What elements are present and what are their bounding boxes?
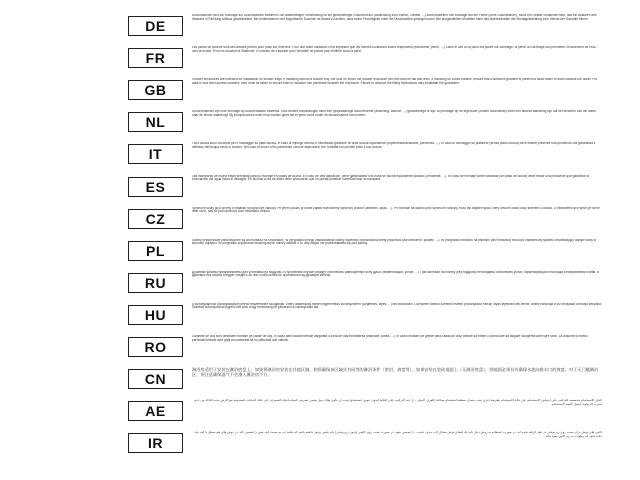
instruction-text: كبائن الاستحمام مخصصة للتركيب على أحواض الاستحمام. في حالة الاستخدام بطريقة أخرى يجب ضمان منطقة استحمام مماثلة (العزل، الميل، ...). عند التركيب على البلاط (بدون حوض استحمام) يجب أن يكون هناك ميل يضمن تصريف المياه باتجاه المصرف. في حالة الدشات المستوية مع الأرض يجب التأكد من عدم تسرب الرطوبة أسفل كابينة الاستحمام. [194, 399, 602, 406]
language-code-badge: IR [128, 433, 183, 453]
instruction-text: کابین های دوش برای نصب روی زیردوشی در نظر گرفته شده اند. در صورت استفاده به روش دیگر باید یک فضای دوش معادل (آب بندی، شیب، ...) تضمین شود. در صورت نصب روی کاشی (بدون زیردوشی) باید شیبی وجود داشته باشد که تخلیه آب به سمت کف شور را تضمین کند. در دوش های هم سطح با کف باید دقت شود که رطوبت به زیر کابین نفوذ نکند. [194, 431, 602, 438]
language-code-badge: HU [128, 305, 183, 325]
language-code-badge: GB [128, 80, 183, 100]
language-row-ae [130, 399, 602, 426]
language-row-pl [130, 239, 602, 266]
instruction-text: Duschkabinen sind zur Montage auf Duschwannen bestimmt. Bei anderweitiger Verwendung ist ein gleichwertiger Duschbereich (Abdichtung zum Estrich, Gefälle, ...) sicherzustellen. Bei Montage auf der Fliese (ohne Duschwanne), muss ein Gefälle vorhanden sein, das ein Ablaufen des Wassers in Richtung Abfluss gewährleistet. Bei bodenebenen und begehbaren Duschen ist darauf zu achten, dass keine Feuchtigkeit unter die Duschkabine gelangen kann. Bei ausgewählten Modellen kann das Nichteinhalten der Montageanleitung zum Verlust der Garantie führen. [192, 14, 597, 21]
language-code-badge: NL [128, 112, 183, 132]
instruction-text: Cabinele de duș sunt destinate montării pe cădițe de duș. În cazul altei utilizări trebuie asigurată o zonă de duș echivalentă (etanșare, pantă, ...). În cazul montării pe gresie (fără cădiță de duș) trebuie să existe o pantă care să asigure scurgerea apei spre sifon. La dușurile la nivelul pardoselii trebuie avut grijă ca umezeala să nu pătrundă sub cabină. [192, 335, 588, 342]
language-row-ru [130, 271, 602, 298]
language-row-fr [130, 46, 602, 73]
language-code-badge: AE [128, 401, 183, 421]
language-code-badge: RO [128, 337, 183, 357]
language-code-badge: RU [128, 273, 183, 293]
language-code-badge: CZ [128, 209, 183, 229]
language-row-nl [130, 110, 602, 137]
instruction-text: Shower enclosures are intended for installation on shower trays. If installing without a shower tray, the floor on which the shower enclosure will rest must be flat and level. If installing on a tiled surface, ensure that a sufficient gradient is present to allow water to drain towards the outlet. For walk-in and level-access showers, care must be taken to ensure that no moisture can penetrate beneath the enclosure. Failure to observe the fitting instructions may invalidate the guarantee. [192, 78, 598, 85]
instruction-text: Les parois de douche sont des articles prévus pour pose sur receveur. Pour une autre utilisation il est important que les mêmes conditions soient respectées (étanchéité, pente, ...). Dans le cas où la paroi est posée sur carrelage, la pente du carrelage doit permettre l'écoulement de l'eau vers la bonde. Pour les douches à l'italienne, il convient de s'assurer que l'humidité ne puisse pas s'infiltrer sous la paroi. [192, 46, 596, 53]
instruction-text: I box doccia sono concepiti per il montaggio su piatti doccia. In caso di impiego diverso è necessario garantire un'area doccia equivalente (impermeabilizzazione, pendenza, ...). In caso di montaggio su piastrelle (senza piatto doccia) deve essere presente una pendenza che garantisca il deflusso dell'acqua verso lo scarico. Nel caso di docce a filo pavimento occorre assicurarsi che l'umidità non penetri sotto il box doccia. [192, 142, 596, 149]
language-row-cn [130, 367, 602, 394]
language-code-badge: FR [128, 48, 183, 68]
language-code-badge: IT [128, 144, 183, 164]
language-row-it [130, 142, 602, 169]
instruction-text: Sprchové kouty jsou určeny k instalaci na sprchové vaničky. Při jiném použití je nutné zajistit rovnocenný sprchový prostor (utěsnění, spád, ...). Při montáži na dlažbu (bez sprchové vaničky) musí být zajištěn spád, který umožní odtok vody směrem k odtoku. U bezbariérových sprch je nutné dbát na to, aby se pod sprchový kout nedostala vlhkost. [192, 206, 600, 214]
language-row-ir [130, 431, 602, 458]
language-code-badge: CN [128, 369, 183, 389]
language-row-ro [130, 335, 602, 362]
instruction-text: Душевые кабины предназначены для установки на поддоны. В противном случае следует обеспечить равноценную зону душа (герметизация, уклон, ...). При монтаже на плитку (без поддона) необходимо обеспечить уклон, гарантирующий сток воды в направлении слива. В душевых без порога следует следить за тем, чтобы влага не проникала под душевую кабину. [192, 270, 600, 278]
language-code-badge: PL [128, 241, 183, 261]
language-row-de [130, 14, 602, 41]
language-row-es [130, 175, 602, 202]
language-code-badge: ES [128, 177, 183, 197]
instruction-text: A zuhanykabinok zuhanytálcákra történő felszerelésre szolgálnak. Eltérő alkalmazás esetén egyenértékű zuhanyzóteret (szigetelés, lejtés, ...) kell biztosítani. Csempére történő szerelés esetén (zuhanytálca nélkül) olyan lejtésnek kell lennie, amely biztosítja a víz lefolyását a lefolyó irányába. Szintbeli zuhanyzóknál ügyelni kell arra, hogy nedvesség ne juthasson a zuhanykabin alá. [192, 302, 602, 310]
language-row-hu [130, 303, 602, 330]
instruction-text: 淋浴房适用于安装在淋浴底盘上。如果将淋浴房安装在其他区域，则须确保该区域具有同等的淋浴条件（密封、坡度等）。如果安装在瓷砖地面上（无淋浴底盘），则地面必须具有确保水流向排水口的坡度。对于无门槛淋浴区，须注意确保湿气不会渗入淋浴房下方。 [192, 367, 599, 378]
instruction-text: Kabiny prysznicowe przeznaczone są do montażu na brodzikach. W przypadku innego zastosowania należy zapewnić równoważną strefę prysznica (uszczelnienie, spadek, ...). W przypadku montażu na płytkach (bez brodzika) musi być zapewniony spadek umożliwiający odpływ wody w kierunku odpływu. W przypadku pryszniców bezprogowych należy zadbać o to, aby wilgoć nie przedostawała się pod kabinę. [192, 238, 597, 246]
instruction-text: Las mamparas de ducha están previstas para su montaje en platos de ducha. En caso de otra aplicación, debe garantizarse una zona de ducha equivalente (sellado, pendiente, ...). En caso de montaje sobre baldosas (sin plato de ducha) debe existir una pendiente que garantice la evacuación del agua hacia el desagüe. En duchas a ras de suelo debe procurarse que no pueda penetrar humedad bajo la mampara. [192, 174, 590, 182]
language-code-badge: DE [128, 16, 183, 36]
instruction-text: Douchecabines zijn voor montage op douchebakken bestemd. Voor andere toepassingen dient een gelijkwaardige doucheruimte (afdichting, afschot, ...) gewaarborgd te zijn. Bij montage op de tegelvloer (zonder douchebak) moet een afschot aanwezig zijn dat het afvoeren van het water naar de afvoer waarborgt. Bij inloopdouches moet erop worden gelet dat er geen vocht onder de douchecabine kan komen. [192, 110, 597, 117]
language-row-gb [130, 78, 602, 105]
language-row-cz [130, 207, 602, 234]
